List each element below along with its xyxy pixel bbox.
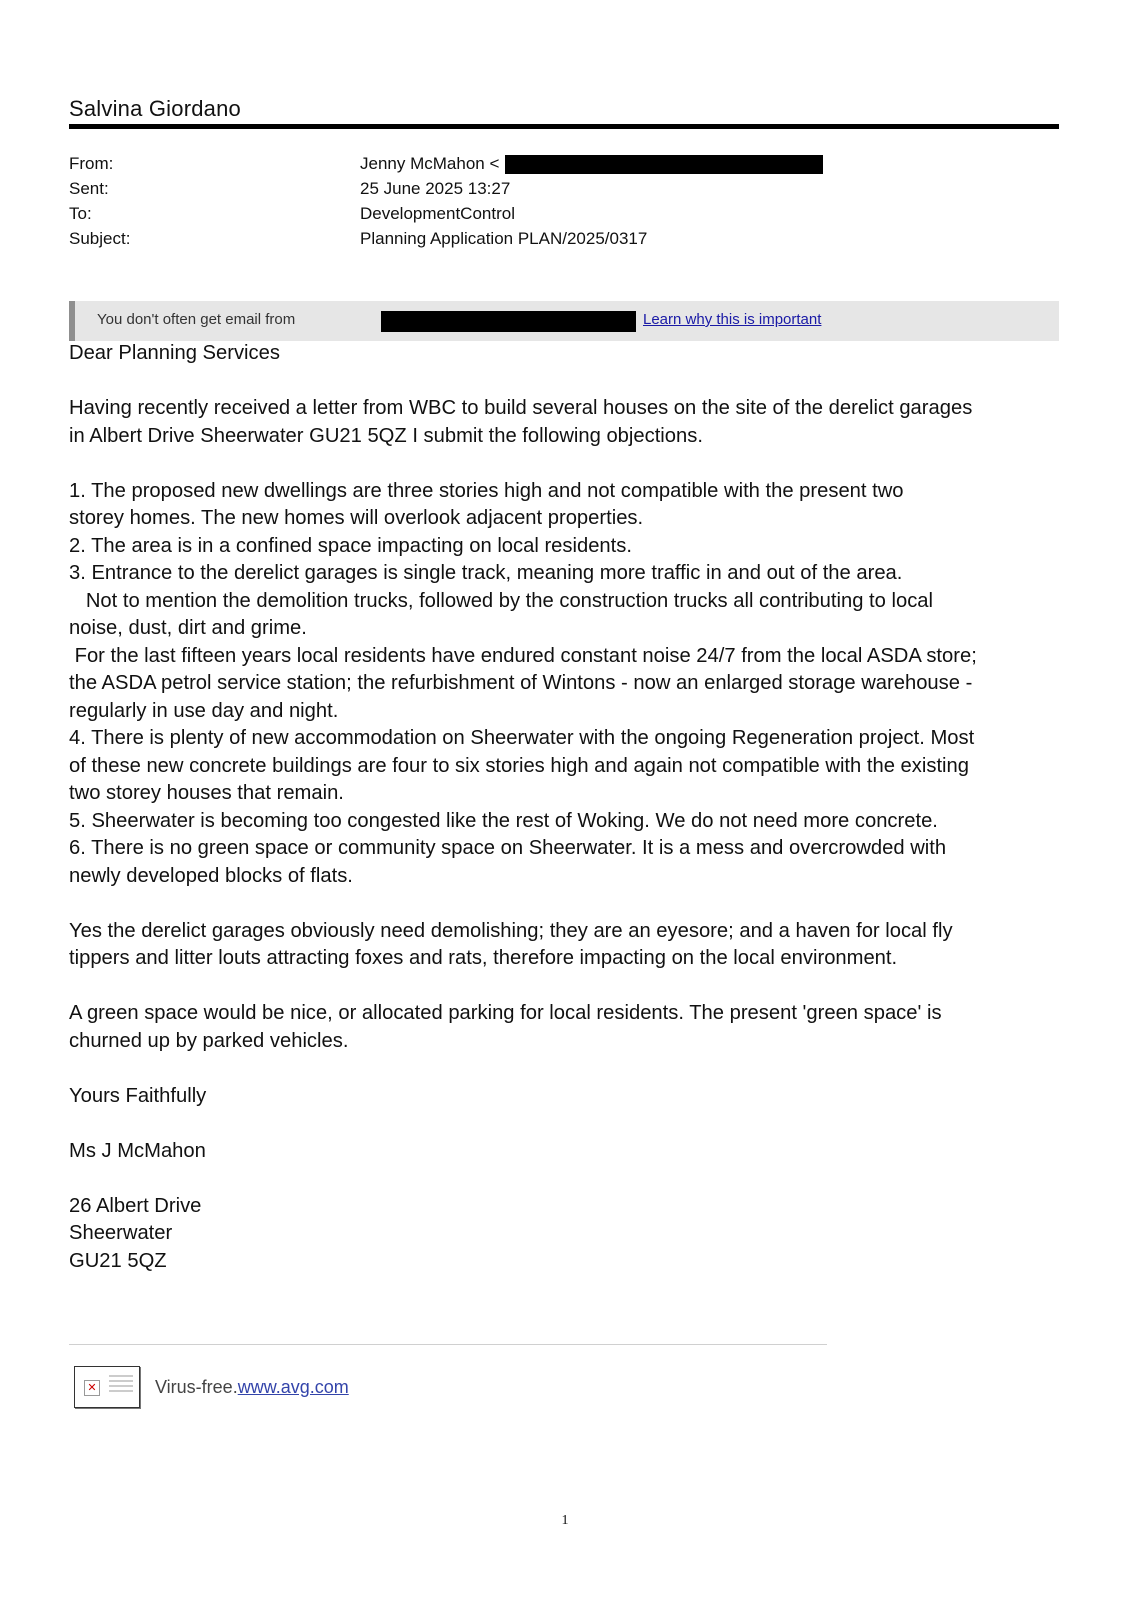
intro-line: in Albert Drive Sheerwater GU21 5QZ I submit the following objections. [69,424,703,447]
objection-line: newly developed blocks of flats. [69,864,353,887]
objection-line: Not to mention the demolition trucks, followed by the construction trucks all contributing to local [69,589,934,612]
virus-free-notice [155,1377,349,1398]
letter-body [69,340,1069,1275]
closing: Yours Faithfully [69,1084,207,1107]
garages-line: Yes the derelict garages obviously need demolishing; they are an eyesore; and a haven for local fly [69,919,953,942]
objection-line: storey homes. The new homes will overlook adjacent properties. [69,507,644,529]
objection-line: 6. There is no green space or community space on Sheerwater. It is a mess and overcrowded with [69,837,947,859]
signature: Ms J McMahon [69,1139,206,1162]
recipient-name: Salvina Giordano [69,96,241,121]
objection-line: two storey houses that remain. [69,782,344,804]
objection-line: noise, dust, dirt and grime. [69,617,307,639]
address-line: Sheerwater [69,1222,173,1244]
intro-line: Having recently received a letter from WBC to build several houses on the site of the derelict garages [69,397,973,419]
virus-free-text: Virus-free. [155,1377,238,1397]
page-number: 1 [561,1513,569,1528]
to-label: To: [69,204,92,223]
objection-line: 3. Entrance to the derelict garages is single track, meaning more traffic in and out of the area. [69,562,903,584]
subject-value: Planning Application PLAN/2025/0317 [360,229,648,248]
green-space-line: A green space would be nice, or allocated parking for local residents. The present 'green space' is [69,1002,942,1024]
to-value: DevelopmentControl [360,204,515,223]
learn-why-link[interactable]: Learn why this is important [643,311,822,328]
objection-line: of these new concrete buildings are four to six stories high and again not compatible with the existing [69,754,969,777]
from-value [360,152,823,176]
redacted-email [505,155,823,174]
address-line: GU21 5QZ [69,1249,167,1272]
green-space-line: churned up by parked vehicles. [69,1029,349,1052]
redacted-sender [381,311,636,332]
greeting: Dear Planning Services [69,342,280,364]
garages-line: tippers and litter louts attracting foxes and rats, therefore impacting on the local environment. [69,947,898,969]
sent-label: Sent: [69,179,109,198]
sent-value: 25 June 2025 13:27 [360,179,511,198]
objection-line: 4. There is plenty of new accommodation on Sheerwater with the ongoing Regeneration project. Most [69,727,975,749]
objection-line: 5. Sheerwater is becoming too congested like the rest of Woking. We do not need more concrete. [69,809,938,832]
from-label: From: [69,154,114,173]
objection-line: regularly in use day and night. [69,699,339,722]
avg-link[interactable]: www.avg.com [237,1377,349,1397]
objection-line: the ASDA petrol service station; the refurbishment of Wintons - now an enlarged storage warehouse - [69,672,973,694]
footer-divider [69,1344,827,1345]
objection-line: 2. The area is in a confined space impacting on local residents. [69,534,632,557]
objection-line: 1. The proposed new dwellings are three stories high and not compatible with the present two [69,479,904,502]
address-line: 26 Albert Drive [69,1194,202,1217]
from-sender: Jenny McMahon < [360,154,500,173]
close-icon: ✕ [84,1380,100,1396]
notice-text: You don't often get email from [97,311,296,328]
objection-line: For the last fifteen years local residents have endured constant noise 24/7 from the local ASDA store; [69,644,977,667]
broken-image-icon [74,1366,140,1408]
subject-label: Subject: [69,229,131,248]
header-divider [69,124,1059,129]
external-sender-notice [69,301,1059,341]
